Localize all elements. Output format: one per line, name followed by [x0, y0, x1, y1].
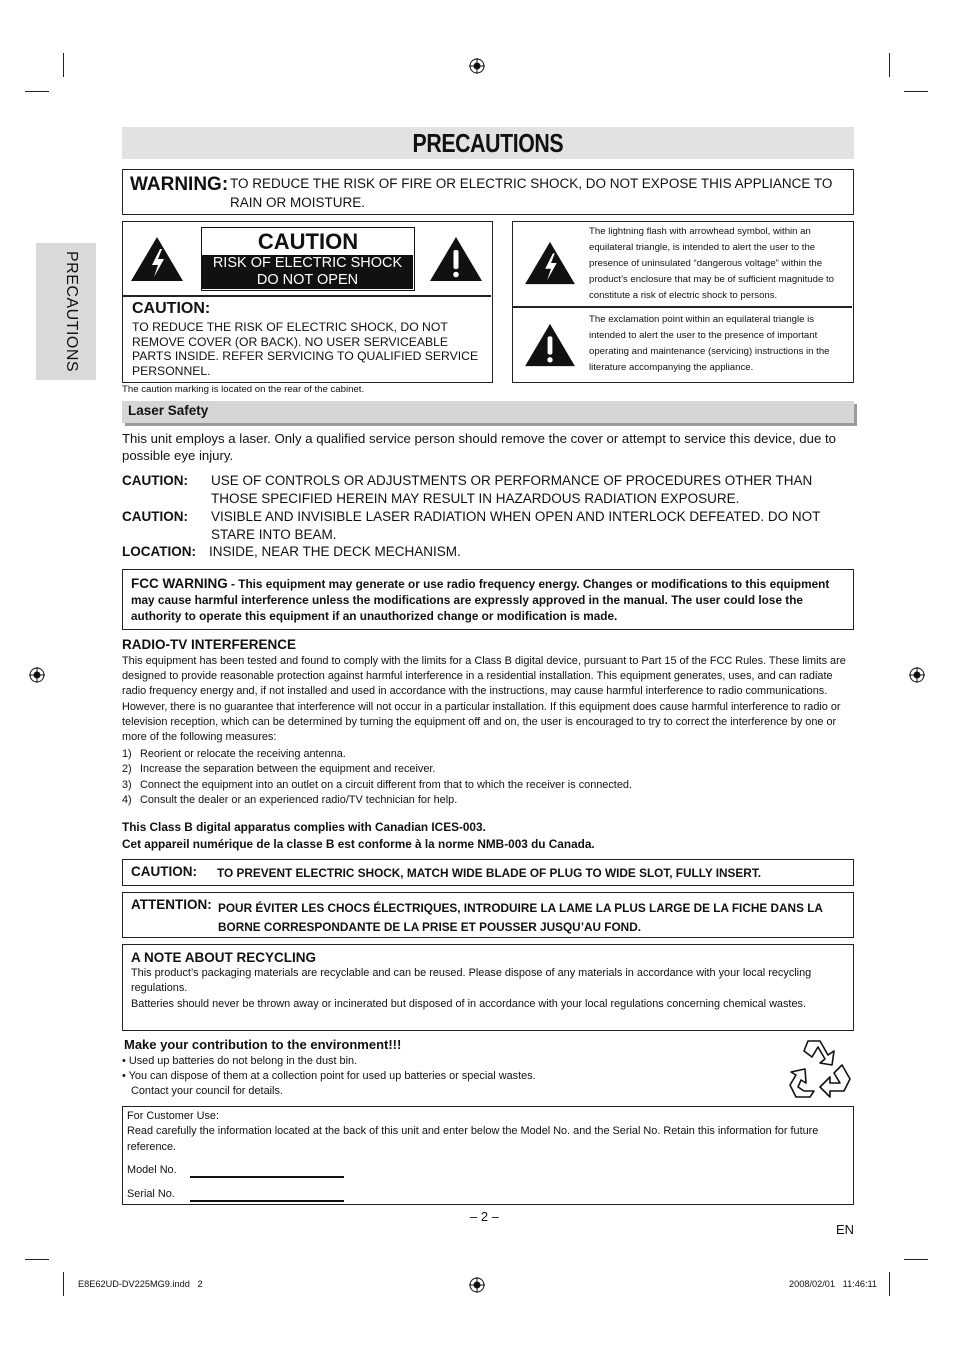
- laser-safety-heading-bar: [122, 401, 854, 423]
- footer-filename: E8E62UD-DV225MG9.indd 2: [78, 1279, 203, 1289]
- side-tab-label: PRECAUTIONS: [63, 251, 80, 373]
- laser-caution-1-text: USE OF CONTROLS OR ADJUSTMENTS OR PERFORMANCE OF PROCEDURES OTHER THAN THOSE SPECIFIED HEREIN MAY RESULT IN HAZARDOUS RADIATION EXPOSURE.: [211, 473, 813, 506]
- registration-mark-icon: [469, 58, 485, 74]
- attention-text: POUR ÉVITER LES CHOCS ÉLECTRIQUES, INTRODUIRE LA LAME LA PLUS LARGE DE LA FICHE DANS LA BORNE CORRESPONDANTE DE LA PRISE ET POUSSER JUSQU’AU FOND.: [218, 901, 823, 934]
- laser-safety-heading: Laser Safety: [128, 403, 209, 418]
- lightning-symbol-text: The lightning flash with arrowhead symbol, within an equilateral triangle, is intended to alert the user to the presence of uninsulated “dangerous voltage” within the product’s enclosure that may be of sufficient magnitude to constitute a risk of electric shock to persons.: [589, 226, 834, 301]
- list-item: 3) Connect the equipment into an outlet on a circuit different from that to which the receiver is connected.: [122, 778, 632, 791]
- fcc-warning-box: [122, 569, 854, 630]
- exclamation-warning-icon: [523, 322, 577, 368]
- crop-mark: [25, 1259, 49, 1260]
- laser-intro: This unit employs a laser. Only a qualified service person should remove the cover or attempt to service this device, due to possible eye injury.: [122, 431, 836, 463]
- list-item: Contact your council for details.: [131, 1085, 283, 1098]
- radio-tv-body: This equipment has been tested and found to comply with the limits for a Class B digital device, pursuant to Part 15 of the FCC Rules. These limits are designed to provide reasonable protection against harmful interference in a residential installation. This equipment generates, uses, and can radiate radio frequency energy and, if not installed and used in accordance with the instructions, may cause harmful interference to radio communications. However, there is no guarantee that interference will not occur in a particular installation. If this equipment does cause harmful interference to radio or television reception, which can be determined by turning the equipment off and on, the user is encouraged to try to correct the interference by one or more of the following measures:: [122, 655, 846, 744]
- plug-caution-box: [122, 859, 854, 886]
- rear-note: The caution marking is located on the rear of the cabinet.: [122, 384, 365, 395]
- radio-tv-heading: RADIO-TV INTERFERENCE: [122, 637, 297, 652]
- laser-location-label: LOCATION:: [122, 544, 196, 559]
- warning-text: TO REDUCE THE RISK OF FIRE OR ELECTRIC SHOCK, DO NOT EXPOSE THIS APPLIANCE TO RAIN OR MOISTURE.: [230, 176, 833, 210]
- ices-line-french: Cet appareil numérique de la classe B est conforme à la norme NMB-003 du Canada.: [122, 837, 595, 851]
- serial-number-field[interactable]: [190, 1200, 344, 1202]
- model-number-label: Model No.: [127, 1164, 177, 1176]
- laser-caution-2-text: VISIBLE AND INVISIBLE LASER RADIATION WHEN OPEN AND INTERLOCK DEFEATED. DO NOT STARE INTO BEAM.: [211, 509, 821, 542]
- recycling-heading: A NOTE ABOUT RECYCLING: [131, 950, 316, 965]
- crop-mark: [25, 91, 49, 92]
- section-side-tab: [36, 243, 96, 380]
- crop-mark: [63, 53, 64, 77]
- fcc-warning-text: - This equipment may generate or use radio frequency energy. Changes or modifications to this equipment may cause harmful interference unless the modifications are expressly approved in the manual. The user could lose the authority to operate this equipment if an unauthorized change or modification is made.: [131, 577, 830, 623]
- registration-mark-icon: [909, 667, 925, 683]
- divider: [123, 295, 491, 297]
- language-code: EN: [836, 1222, 855, 1237]
- footer-timestamp: 2008/02/01 11:46:11: [789, 1279, 878, 1289]
- page-title-bar: [122, 127, 854, 159]
- warning-box: [122, 169, 854, 215]
- radio-tv-measures: [122, 747, 854, 808]
- caution-label: [201, 227, 415, 291]
- list-item: 1) Reorient or relocate the receiving antenna.: [122, 748, 346, 760]
- list-item: • You can dispose of them at a collection point for used up batteries or special wastes.: [122, 1070, 536, 1083]
- environment-bullets: [122, 1054, 722, 1100]
- list-item: 2) Increase the separation between the equipment and receiver.: [122, 763, 436, 776]
- fcc-warning-label: FCC WARNING: [131, 576, 228, 591]
- list-item: • Used up batteries do not belong in the dust bin.: [122, 1055, 358, 1067]
- attention-box: [122, 892, 854, 938]
- recycling-paragraph-2: Batteries should never be thrown away or incinerated but disposed of in accordance with your local regulations concerning chemical wastes.: [131, 998, 806, 1010]
- exclamation-symbol-text: The exclamation point within an equilateral triangle is intended to alert the user to the presence of important operating and maintenance (servicing) instructions in the literature accompanying the appliance.: [589, 314, 830, 373]
- ices-compliance: [122, 819, 595, 853]
- attention-label: ATTENTION:: [131, 897, 212, 912]
- symbol-explanation-box: [512, 221, 854, 383]
- registration-mark-icon: [29, 667, 45, 683]
- crop-mark: [889, 53, 890, 77]
- plug-caution-text: TO PREVENT ELECTRIC SHOCK, MATCH WIDE BLADE OF PLUG TO WIDE SLOT, FULLY INSERT.: [217, 866, 761, 880]
- customer-use-box: [122, 1106, 854, 1205]
- warning-label: WARNING:: [130, 174, 229, 195]
- plug-caution-label: CAUTION:: [131, 864, 197, 879]
- crop-mark: [904, 91, 928, 92]
- caution-subheading: CAUTION:: [132, 300, 211, 317]
- serial-number-label: Serial No.: [127, 1188, 175, 1200]
- page-title: PRECAUTIONS: [412, 128, 564, 158]
- page-number: – 2 –: [470, 1209, 499, 1224]
- caution-text: TO REDUCE THE RISK OF ELECTRIC SHOCK, DO NOT REMOVE COVER (OR BACK). NO USER SERVICEABLE PARTS INSIDE. REFER SERVICING TO QUALIFIED SERVICE PERSONNEL.: [132, 320, 479, 378]
- environment-heading: Make your contribution to the environment!!!: [124, 1037, 402, 1052]
- list-item: 4) Consult the dealer or an experienced radio/TV technician for help.: [122, 793, 458, 806]
- recycling-note-box: [122, 944, 854, 1031]
- laser-caution-1-label: CAUTION:: [122, 473, 188, 488]
- crop-mark: [63, 1272, 64, 1296]
- caution-shock-banner: [202, 255, 413, 289]
- registration-mark-icon: [469, 1277, 485, 1293]
- lightning-warning-icon: [523, 240, 577, 286]
- lightning-warning-icon: [129, 235, 185, 283]
- caution-label-box: [122, 221, 493, 383]
- exclamation-warning-icon: [428, 235, 484, 283]
- customer-heading: For Customer Use:: [127, 1110, 219, 1122]
- model-number-field[interactable]: [190, 1176, 344, 1178]
- caution-banner-line1: RISK OF ELECTRIC SHOCK: [212, 255, 403, 271]
- recycle-icon: [784, 1035, 856, 1103]
- crop-mark: [889, 1272, 890, 1296]
- caution-title: CAUTION: [257, 229, 359, 254]
- divider: [513, 306, 852, 308]
- fcc-warning: [131, 576, 845, 624]
- caution-banner-line2: DO NOT OPEN: [256, 272, 359, 288]
- laser-location-text: INSIDE, NEAR THE DECK MECHANISM.: [209, 544, 461, 559]
- recycling-paragraph-1: This product’s packaging materials are recyclable and can be reused. Please dispose of any materials in accordance with your local recycling regulations.: [131, 967, 812, 995]
- customer-text: Read carefully the information located at the back of this unit and enter below the Model No. and the Serial No. Retain this information for future reference.: [127, 1125, 819, 1153]
- ices-line-english: This Class B digital apparatus complies with Canadian ICES-003.: [122, 820, 486, 834]
- crop-mark: [904, 1259, 928, 1260]
- laser-caution-2-label: CAUTION:: [122, 509, 188, 524]
